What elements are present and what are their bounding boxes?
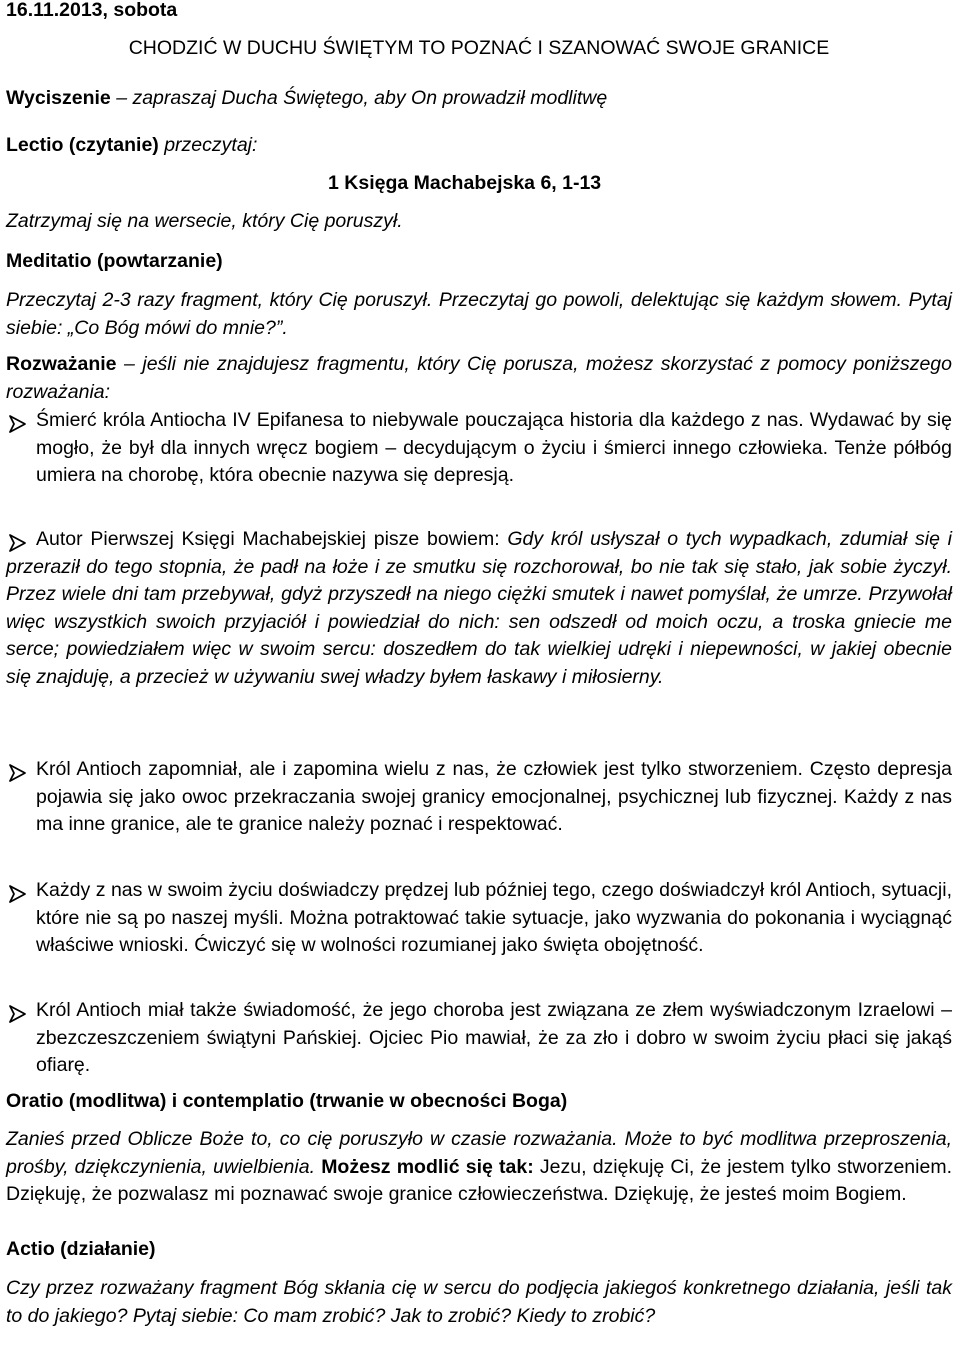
oratio-heading: Oratio (modlitwa) i contemplatio (trwanie w obecności Boga) (6, 1090, 568, 1112)
lectio-label: Lectio (czytanie) (6, 134, 159, 156)
arrowhead-bullet-icon (8, 1004, 30, 1024)
arrowhead-bullet-icon (8, 414, 30, 434)
lectio-text: przeczytaj: (158, 134, 258, 156)
oratio-bold: Możesz modlić się tak: (321, 1155, 534, 1178)
date: 16.11.2013, sobota (6, 0, 178, 21)
oratio-prayer: Jezu, dziękuję Ci, że jestem tylko stworzeniem. Dziękuję, że pozwalasz mi poznawać swoje granice człowieczeństwa. Dziękuję, że jesteś moim Bogiem. (6, 1155, 952, 1205)
oratio-italic: Zanieś przed Oblicze Boże to, co cię poruszyło w czasie rozważania. Może to być modlitwa przeproszenia, prośby, dziękczynienia, uwielbienia. (6, 1128, 952, 1178)
wyciszenie-line (6, 85, 952, 113)
bullet-2-quote: Gdy król usłyszał o tych wypadkach, zdumiał się i przeraził do tego stopnia, że padł na łoże i ze smutku się rozchorował, bo nie tak się stało, jak sobie życzył. Przez wiele dni tam przebywał, gdyż przyszedł na niego ciężki smutek i nawet pomyślał, że umrze. Przywołał więc wszystkich swoich przyjaciół i powiedział do nich: sen odszedł od moich oczu, a troska gniecie me serce; powiedziałem więc w swoim sercu: doszedłem do tak wielkiej udręki i niepewności, w jakiej obecnie się znajduję, a przecież w używaniu swej władzy byłem łaskawy i miłosierny. (6, 528, 953, 688)
actio-heading: Actio (działanie) (6, 1238, 156, 1260)
wyciszenie-text: – zapraszaj Ducha Świętego, aby On prowadził modlitwę (110, 87, 608, 109)
stop-instruction: Zatrzymaj się na wersecie, który Cię poruszył. (6, 210, 403, 232)
bullet-paragraph-4: Każdy z nas w swoim życiu doświadczy prędzej lub później tego, czego doświadczył król Antioch, sytuacji, które nie są po naszej myśli. Można potraktować takie sytuacje, jako wyzwania do pokonania i wyciągnąć właściwe wnioski. Ćwiczyć się w wolności rozumianej jako święta obojętność. (36, 879, 952, 956)
reading-reference: 1 Księga Machabejska 6, 1-13 (328, 172, 602, 194)
document-title: CHODZIĆ W DUCHU ŚWIĘTYM TO POZNAĆ I SZANOWAĆ SWOJE GRANICE (128, 37, 830, 59)
actio-paragraph: Czy przez rozważany fragment Bóg skłania cię w sercu do podjęcia jakiegoś konkretnego działania, jeśli tak to do jakiego? Pytaj siebie: Co mam zrobić? Jak to zrobić? Kiedy to zrobić? (6, 1277, 952, 1327)
rozwazanie-label: Rozważanie (6, 353, 117, 375)
arrowhead-bullet-icon (8, 884, 30, 904)
oratio-paragraph (6, 1126, 952, 1209)
bullet-paragraph-1: Śmierć króla Antiocha IV Epifanesa to niebywale pouczająca historia dla każdego z nas. Wydawać by się mogło, że był dla innych wręcz bogiem – decydującym o życiu i śmierci innego człowieka. Tenże półbóg umiera na chorobę, która obecnie nazywa się depresją. (36, 409, 952, 486)
wyciszenie-label: Wyciszenie (6, 87, 111, 109)
lectio-line (6, 132, 952, 160)
meditatio-paragraph: Przeczytaj 2-3 razy fragment, który Cię poruszył. Przeczytaj go powoli, delektując się każdym słowem. Pytaj siebie: „Co Bóg mówi do mnie?”. (6, 289, 952, 339)
rozwazanie-intro (6, 351, 952, 406)
bullet-paragraph-3: Król Antioch zapomniał, ale i zapomina wielu z nas, że człowiek jest tylko stworzeniem. Często depresja pojawia się jako owoc przekraczania swojej granicy emocjonalnej, psychicznej lub fizycznej. Każdy z nas ma inne granice, ale te granice należy poznać i respektować. (36, 758, 952, 835)
bullet-paragraph-2 (6, 526, 952, 691)
bullet-paragraph-5: Król Antioch miał także świadomość, że jego choroba jest związana ze złem wyświadczonym Izraelowi – zbezczeszczeniem świątyni Pańskiej. Ojciec Pio mawiał, że za zło i dobro w swoim życiu płaci się jakąś ofiarę. (36, 999, 952, 1076)
arrowhead-bullet-icon (8, 763, 30, 783)
bullet-2-lead: Autor Pierwszej Księgi Machabejskiej pisze bowiem: (36, 528, 508, 550)
rozwazanie-text: – jeśli nie znajdujesz fragmentu, który Cię porusza, możesz skorzystać z pomocy poniższego rozważania: (6, 353, 952, 403)
meditatio-heading: Meditatio (powtarzanie) (6, 250, 223, 272)
